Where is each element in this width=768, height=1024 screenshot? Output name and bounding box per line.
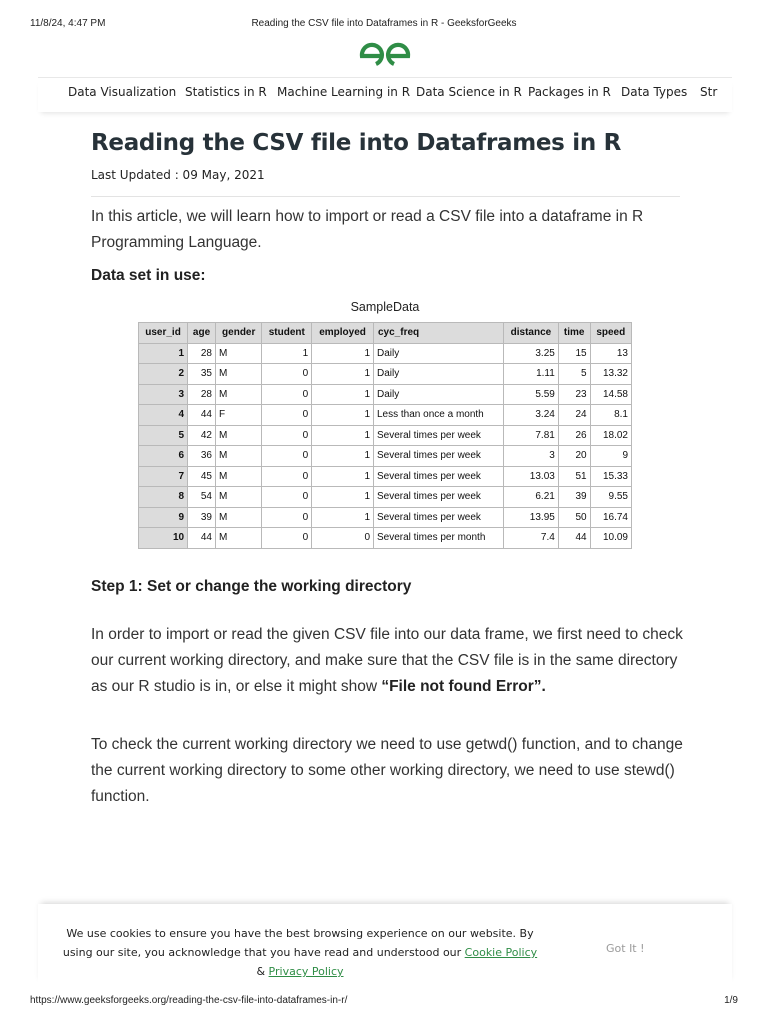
- cell-student: 0: [262, 487, 312, 508]
- cell-age: 28: [188, 384, 216, 405]
- cell-speed: 18.02: [590, 425, 631, 446]
- cell-user-id: 4: [139, 405, 188, 426]
- step1-paragraph-2: To check the current working directory we need to use getwd() function, and to change the current working directory to some other working directory, we need to use stewd() function.: [91, 736, 683, 805]
- cell-employed: 1: [312, 446, 374, 467]
- intro-paragraph: In this article, we will learn how to import or read a CSV file into a dataframe in R Programming Language.: [91, 208, 644, 251]
- cell-employed: 1: [312, 343, 374, 364]
- gfg-logo-icon[interactable]: [358, 42, 412, 70]
- cell-age: 44: [188, 528, 216, 549]
- cell-gender: M: [215, 446, 261, 467]
- cookie-policy-link[interactable]: Cookie Policy: [464, 946, 538, 959]
- cell-cyc-freq: Several times per week: [374, 507, 504, 528]
- cell-speed: 8.1: [590, 405, 631, 426]
- cookie-banner: [38, 904, 732, 986]
- cookie-text: We use cookies to ensure you have the best browsing experience on our website. By using our site, you acknowledge that you have read and understood our: [62, 927, 534, 959]
- print-footer: [0, 995, 768, 1009]
- sample-data-table: [138, 322, 632, 549]
- nav-item-statistics-in-r[interactable]: Statistics in R: [185, 85, 267, 99]
- cell-user-id: 10: [139, 528, 188, 549]
- cell-cyc-freq: Daily: [374, 384, 504, 405]
- print-header: [0, 18, 768, 32]
- table-row: [139, 466, 632, 487]
- cell-user-id: 7: [139, 466, 188, 487]
- cell-time: 5: [558, 364, 590, 385]
- cell-user-id: 2: [139, 364, 188, 385]
- cell-gender: M: [215, 384, 261, 405]
- cell-age: 36: [188, 446, 216, 467]
- cell-employed: 1: [312, 425, 374, 446]
- col-header-distance: distance: [504, 323, 559, 344]
- table-row: [139, 343, 632, 364]
- cell-age: 54: [188, 487, 216, 508]
- nav-item-data-visualization[interactable]: Data Visualization: [68, 85, 177, 99]
- article-title: Reading the CSV file into Dataframes in R: [91, 130, 622, 156]
- file-not-found-emphasis: “File not found Error”.: [381, 678, 546, 695]
- cell-time: 26: [558, 425, 590, 446]
- nav-item-data-science-in-r[interactable]: Data Science in R: [416, 85, 522, 99]
- cell-age: 28: [188, 343, 216, 364]
- cell-age: 44: [188, 405, 216, 426]
- nav-item-machine-learning-in-r[interactable]: Machine Learning in R: [277, 85, 411, 99]
- cell-age: 42: [188, 425, 216, 446]
- cell-speed: 16.74: [590, 507, 631, 528]
- step1-paragraph-1: [91, 622, 683, 700]
- cell-distance: 3.24: [504, 405, 559, 426]
- cell-student: 0: [262, 507, 312, 528]
- cell-cyc-freq: Several times per week: [374, 487, 504, 508]
- cell-distance: 7.81: [504, 425, 559, 446]
- cell-speed: 15.33: [590, 466, 631, 487]
- table-row: [139, 405, 632, 426]
- cell-distance: 3.25: [504, 343, 559, 364]
- cell-age: 35: [188, 364, 216, 385]
- cell-user-id: 8: [139, 487, 188, 508]
- col-header-gender: gender: [215, 323, 261, 344]
- cell-student: 0: [262, 446, 312, 467]
- nav-item-packages-in-r[interactable]: Packages in R: [528, 85, 611, 99]
- table-row: [139, 487, 632, 508]
- cell-gender: M: [215, 507, 261, 528]
- last-updated: Last Updated : 09 May, 2021: [91, 168, 265, 182]
- cell-cyc-freq: Daily: [374, 364, 504, 385]
- cell-time: 51: [558, 466, 590, 487]
- cell-age: 45: [188, 466, 216, 487]
- cell-gender: M: [215, 425, 261, 446]
- cell-gender: M: [215, 466, 261, 487]
- cell-speed: 13: [590, 343, 631, 364]
- cell-time: 39: [558, 487, 590, 508]
- cell-time: 15: [558, 343, 590, 364]
- col-header-time: time: [558, 323, 590, 344]
- cell-cyc-freq: Several times per week: [374, 466, 504, 487]
- cell-student: 0: [262, 528, 312, 549]
- table-row: [139, 425, 632, 446]
- cell-distance: 13.95: [504, 507, 559, 528]
- cell-student: 0: [262, 425, 312, 446]
- col-header-user-id: user_id: [139, 323, 188, 344]
- cell-student: 0: [262, 466, 312, 487]
- cell-employed: 1: [312, 405, 374, 426]
- cell-employed: 1: [312, 507, 374, 528]
- cell-gender: M: [215, 528, 261, 549]
- print-page-number: 1/9: [724, 995, 738, 1006]
- cell-employed: 1: [312, 487, 374, 508]
- cell-time: 24: [558, 405, 590, 426]
- cell-student: 0: [262, 405, 312, 426]
- cell-distance: 6.21: [504, 487, 559, 508]
- step1-heading: Step 1: Set or change the working directory: [91, 578, 412, 595]
- top-navigation: [38, 77, 732, 112]
- cell-distance: 1.11: [504, 364, 559, 385]
- col-header-age: age: [188, 323, 216, 344]
- table-row: [139, 446, 632, 467]
- cell-time: 44: [558, 528, 590, 549]
- cell-student: 0: [262, 384, 312, 405]
- step1-paragraph-1-text: In order to import or read the given CSV file into our data frame, we first need to check our current working directory, and make sure that the CSV file is in the same directory as our R studio is in, or else it might show: [91, 626, 683, 695]
- cell-speed: 9: [590, 446, 631, 467]
- cell-cyc-freq: Daily: [374, 343, 504, 364]
- cell-cyc-freq: Several times per month: [374, 528, 504, 549]
- cell-user-id: 9: [139, 507, 188, 528]
- table-header-row: [139, 323, 632, 344]
- cell-cyc-freq: Several times per week: [374, 425, 504, 446]
- cell-speed: 13.32: [590, 364, 631, 385]
- col-header-speed: speed: [590, 323, 631, 344]
- cell-user-id: 1: [139, 343, 188, 364]
- cell-student: 0: [262, 364, 312, 385]
- table-caption: SampleData: [350, 300, 420, 314]
- col-header-employed: employed: [312, 323, 374, 344]
- cell-distance: 5.59: [504, 384, 559, 405]
- cell-user-id: 6: [139, 446, 188, 467]
- table-row: [139, 364, 632, 385]
- print-page-title: Reading the CSV file into Dataframes in R - GeeksforGeeks: [251, 18, 517, 29]
- cell-employed: 0: [312, 528, 374, 549]
- cell-gender: M: [215, 364, 261, 385]
- cell-time: 23: [558, 384, 590, 405]
- cell-gender: F: [215, 405, 261, 426]
- table-row: [139, 384, 632, 405]
- cell-distance: 3: [504, 446, 559, 467]
- cell-user-id: 3: [139, 384, 188, 405]
- privacy-policy-link[interactable]: Privacy Policy: [268, 965, 344, 978]
- cell-time: 20: [558, 446, 590, 467]
- col-header-cyc-freq: cyc_freq: [374, 323, 504, 344]
- cell-gender: M: [215, 487, 261, 508]
- cell-distance: 13.03: [504, 466, 559, 487]
- cell-employed: 1: [312, 466, 374, 487]
- cell-age: 39: [188, 507, 216, 528]
- print-timestamp: 11/8/24, 4:47 PM: [30, 18, 106, 29]
- cell-speed: 14.58: [590, 384, 631, 405]
- cell-cyc-freq: Less than once a month: [374, 405, 504, 426]
- cell-distance: 7.4: [504, 528, 559, 549]
- cell-student: 1: [262, 343, 312, 364]
- cell-employed: 1: [312, 384, 374, 405]
- cell-user-id: 5: [139, 425, 188, 446]
- table-row: [139, 507, 632, 528]
- nav-item-data-types[interactable]: Data Types: [621, 85, 688, 99]
- nav-item-str[interactable]: Str: [700, 85, 718, 99]
- cookie-ampersand: &: [256, 965, 269, 978]
- cell-speed: 9.55: [590, 487, 631, 508]
- got-it-button[interactable]: Got It !: [606, 942, 645, 955]
- cell-speed: 10.09: [590, 528, 631, 549]
- cell-employed: 1: [312, 364, 374, 385]
- cell-cyc-freq: Several times per week: [374, 446, 504, 467]
- cell-gender: M: [215, 343, 261, 364]
- print-url: https://www.geeksforgeeks.org/reading-the-csv-file-into-dataframes-in-r/: [30, 995, 348, 1006]
- col-header-student: student: [262, 323, 312, 344]
- dataset-heading: Data set in use:: [91, 267, 206, 284]
- cookie-message: [62, 924, 538, 981]
- divider: [91, 196, 680, 197]
- cell-time: 50: [558, 507, 590, 528]
- table-row: [139, 528, 632, 549]
